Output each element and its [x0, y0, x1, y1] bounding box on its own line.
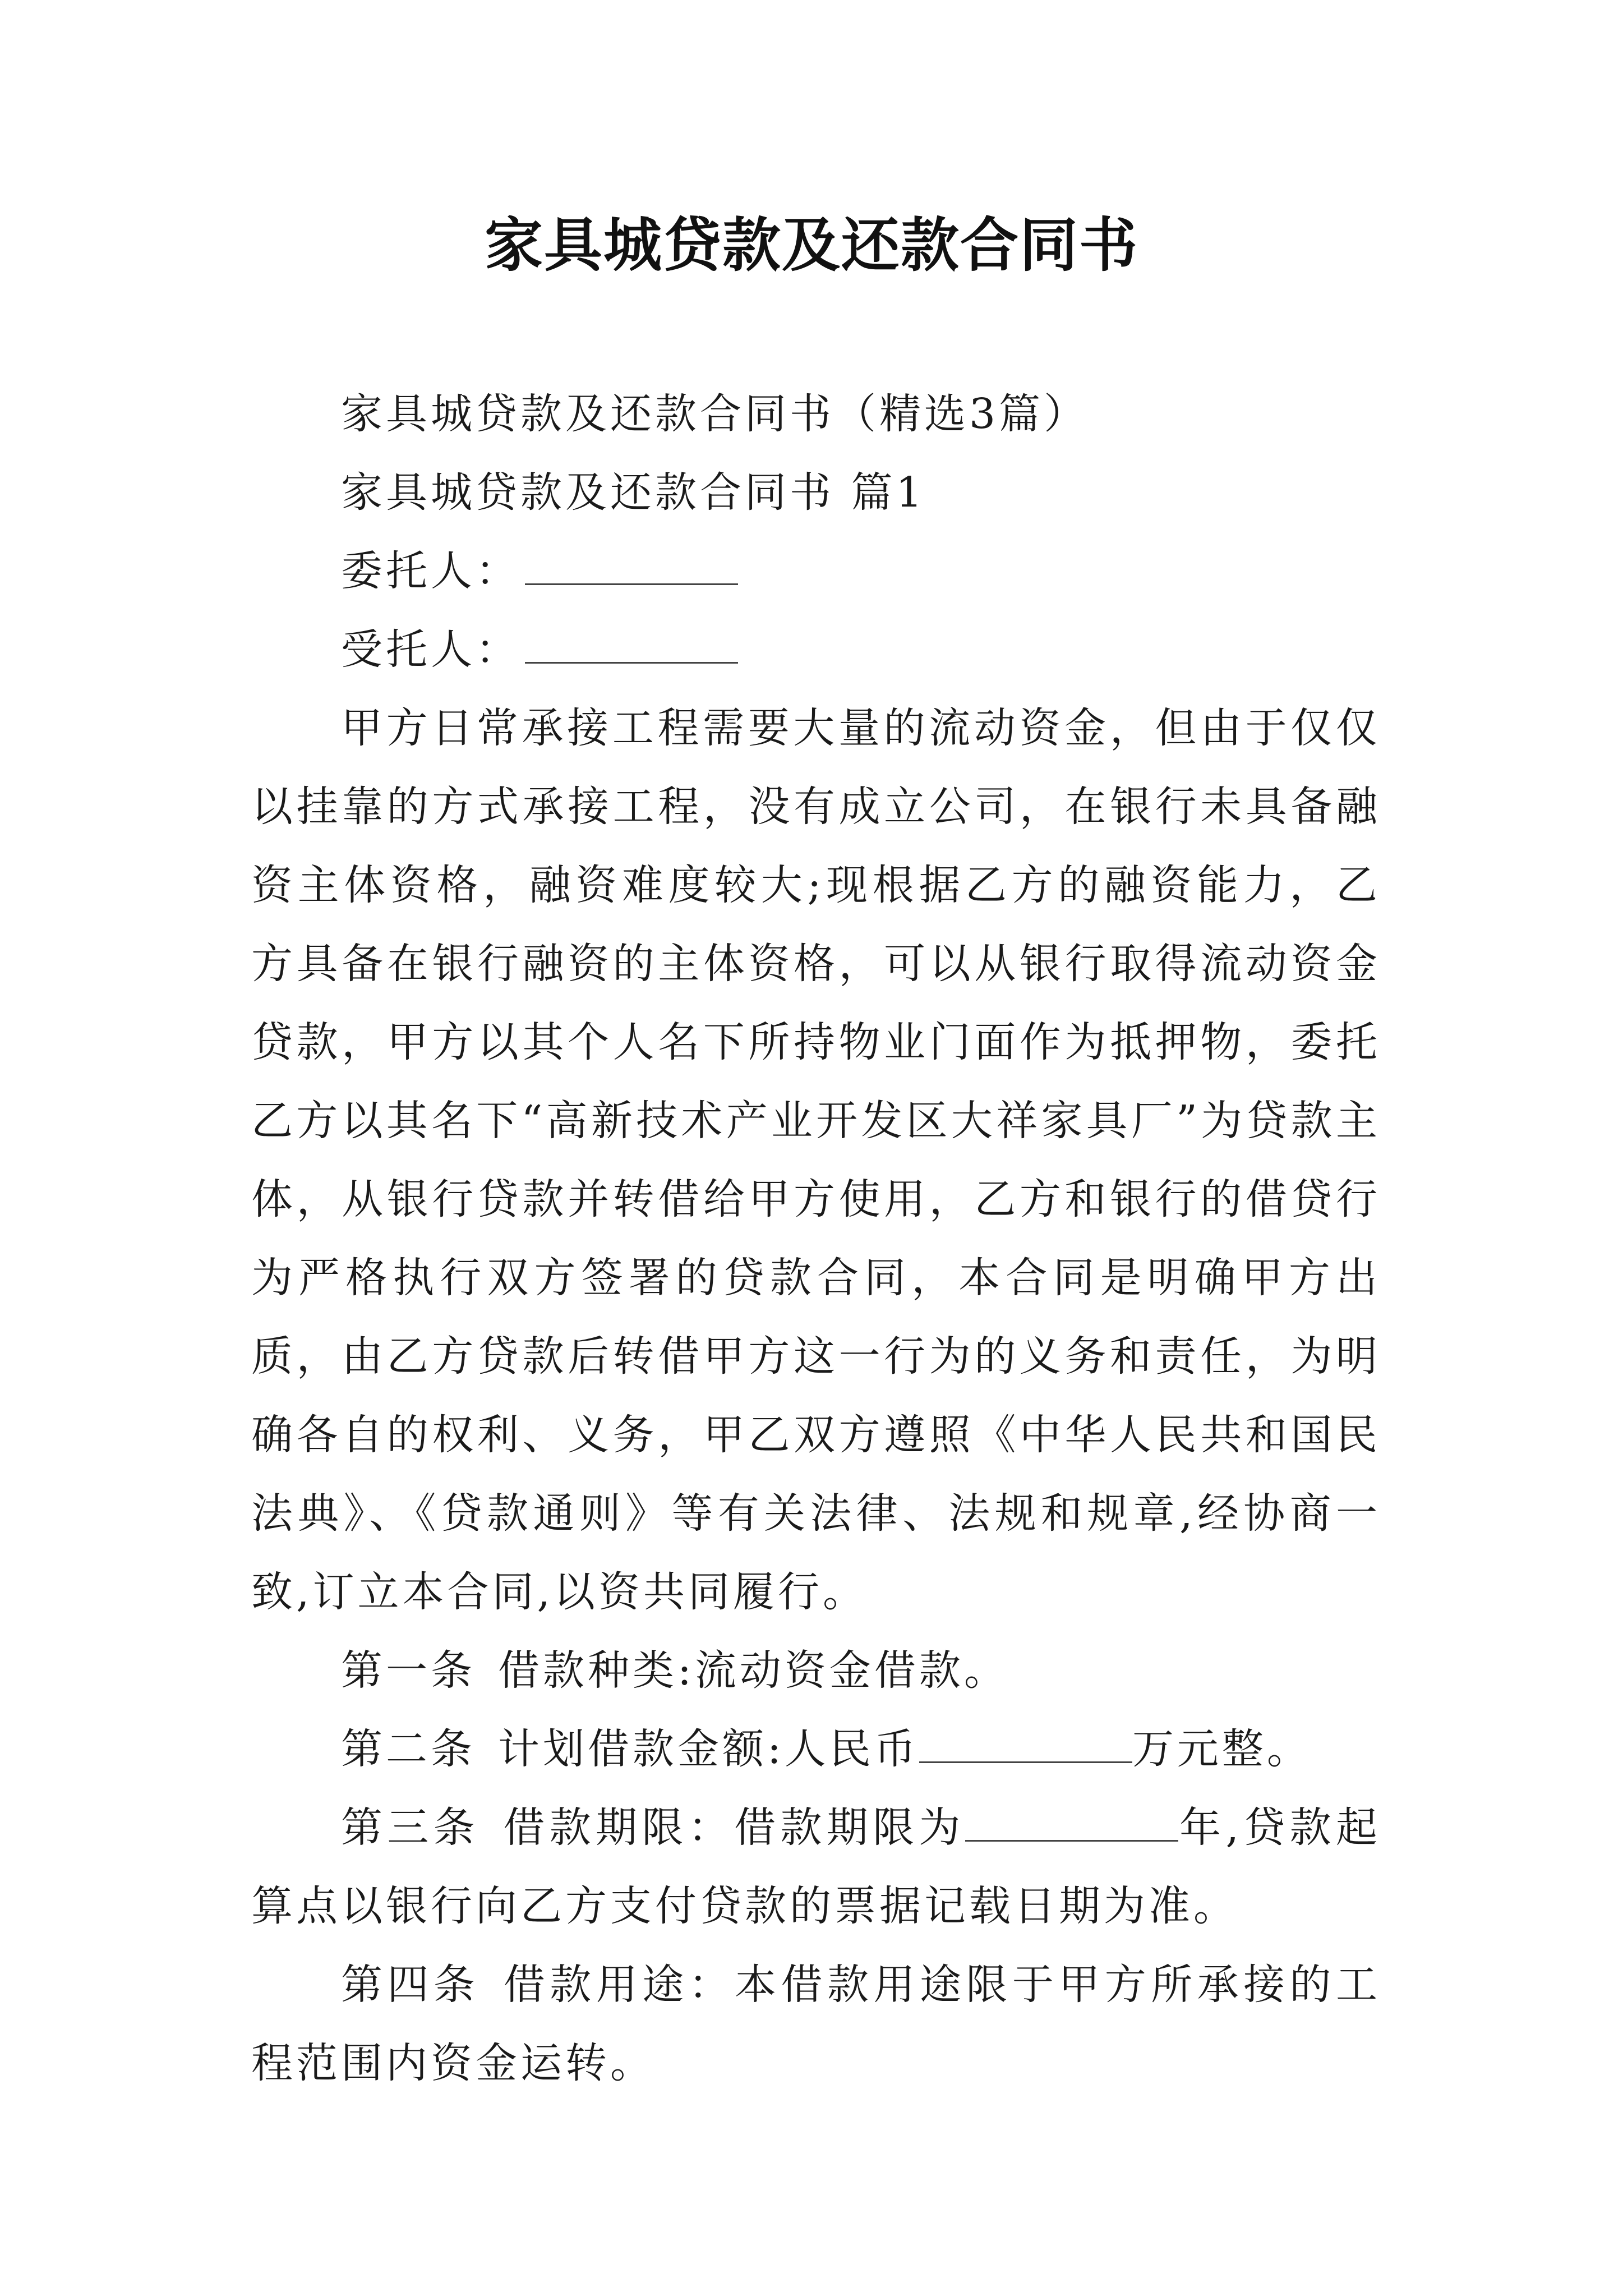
amount-blank [919, 1722, 1132, 1763]
article-2 [251, 1710, 1381, 1788]
intro-paragraph: 甲方日常承接工程需要大量的流动资金，但由于仅仅以挂靠的方式承接工程，没有成立公司，在银行未具备融资主体资格，融资难度较大;现根据乙方的融资能力，乙方具备在银行融资的主体资格，可以从银行取得流动资金贷款，甲方以其个人名下所持物业门面作为抵押物，委托乙方以其名下“高新技术产业开发区大祥家具厂”为贷款主体，从银行贷款并转借给甲方使用，乙方和银行的借贷行为严格执行双方签署的贷款合同，本合同是明确甲方出质，由乙方贷款后转借甲方这一行为的义务和责任，为明确各自的权利、义务，甲乙双方遵照《中华人民共和国民法典》、《贷款通则》等有关法律、法规和规章,经协商一致,订立本合同,以资共同履行。 [251, 704, 1381, 1616]
article-2-prefix: 计划借款金额:人民币 [498, 1725, 919, 1773]
term-blank [965, 1801, 1178, 1842]
document-title: 家具城贷款及还款合同书 [484, 210, 1138, 279]
article-3-label: 第三条 [341, 1803, 480, 1852]
agent-line [251, 610, 1381, 689]
principal-label: 委托人： [341, 547, 520, 595]
article-1-text: 借款种类:流动资金借款。 [498, 1646, 1009, 1695]
principal-line [251, 532, 1381, 610]
article-4 [251, 1945, 1381, 2102]
article-3-suffix: 年,贷款起算点以银行向乙方支付贷款的票据记载日期为准。 [251, 1803, 1381, 1930]
document-body [251, 375, 1381, 2102]
article-4-label: 第四条 [341, 1961, 480, 2009]
agent-blank [525, 623, 738, 664]
subtitle-line: 家具城贷款及还款合同书（精选3篇） [341, 390, 1089, 438]
article-1 [251, 1631, 1381, 1710]
article-2-suffix: 万元整。 [1132, 1725, 1312, 1773]
article-1-label: 第一条 [341, 1646, 476, 1695]
principal-blank [525, 544, 738, 585]
article-4-text: 借款用途：本借款用途限于甲方所承接的工程范围内资金运转。 [251, 1961, 1381, 2087]
section-heading: 家具城贷款及还款合同书 篇1 [341, 468, 926, 517]
agent-label: 受托人： [341, 625, 520, 674]
article-2-label: 第二条 [341, 1725, 476, 1773]
article-3 [251, 1788, 1381, 1945]
article-3-prefix: 借款期限：借款期限为 [502, 1803, 965, 1852]
